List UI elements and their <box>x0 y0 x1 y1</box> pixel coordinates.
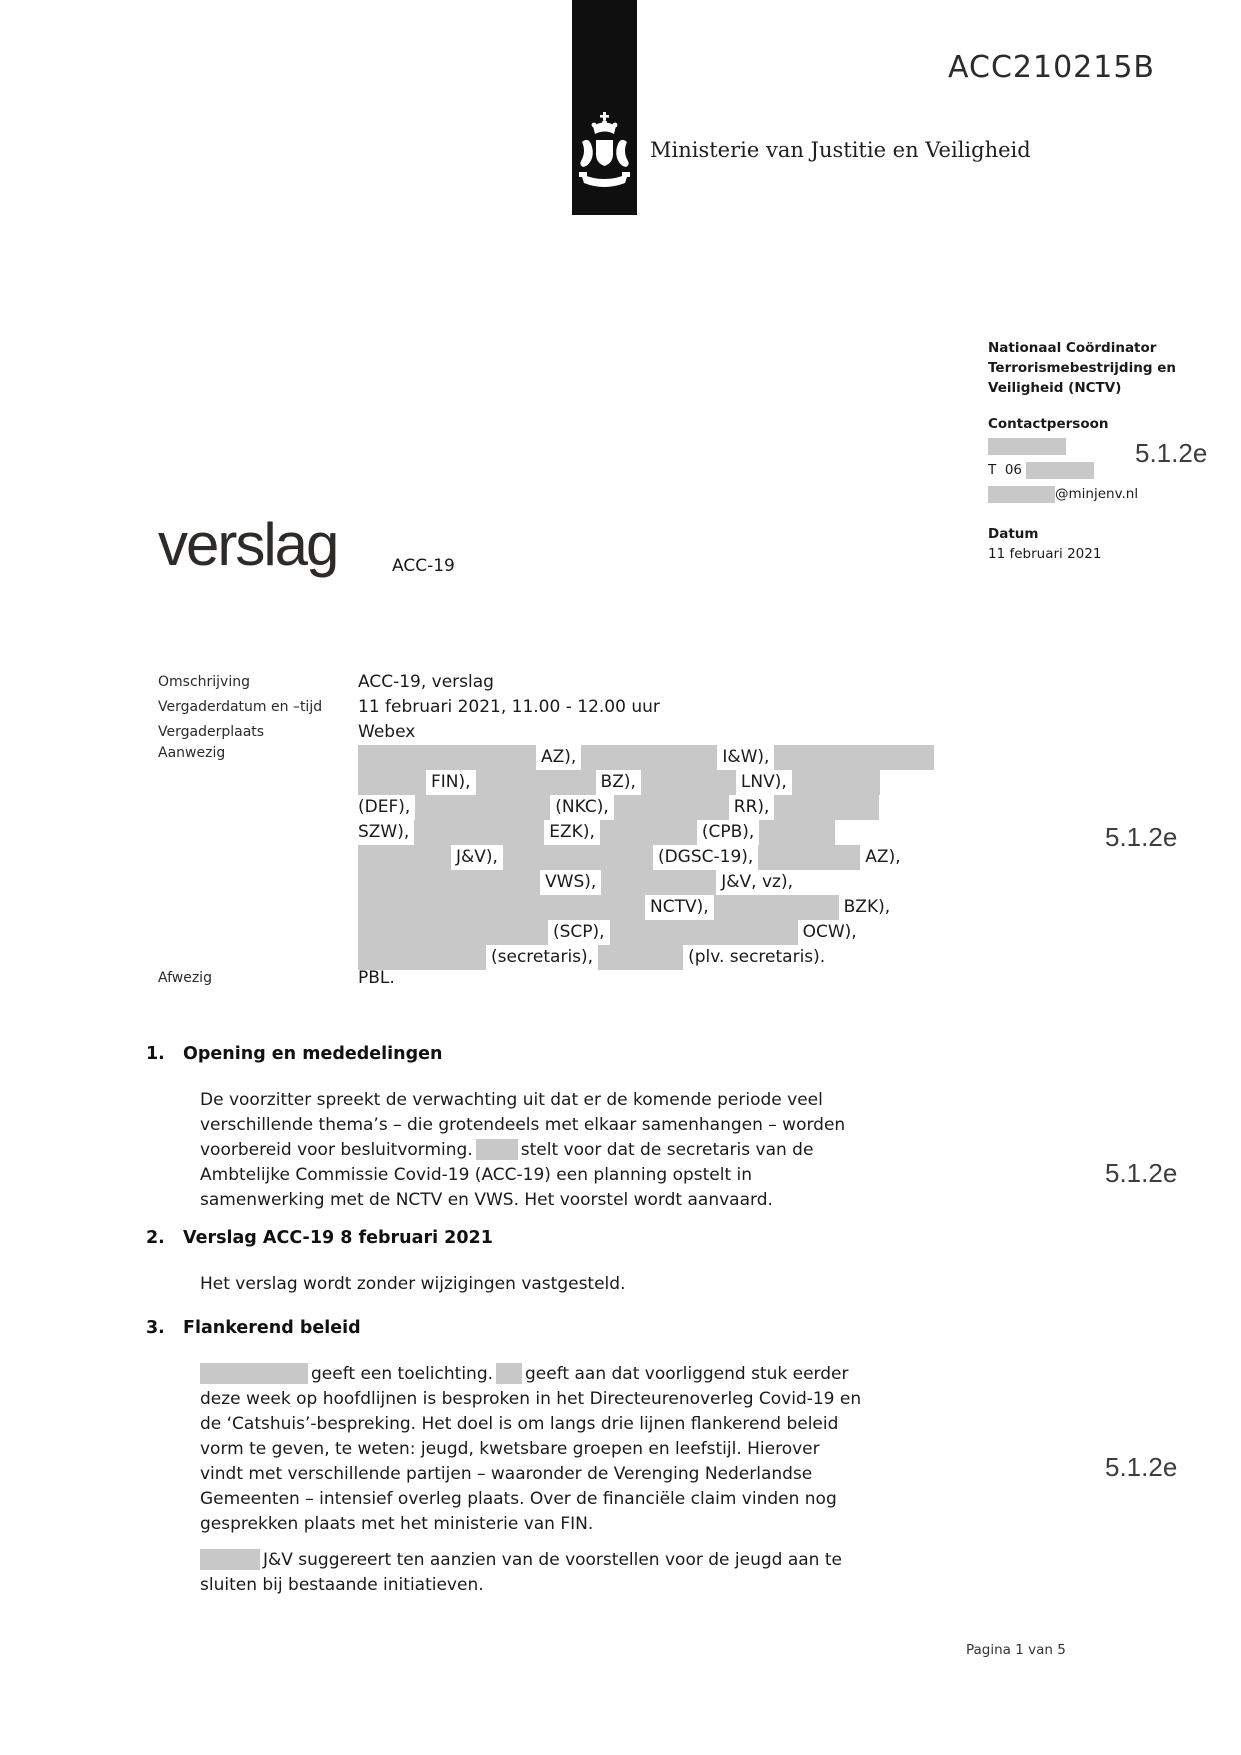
redaction-box <box>358 895 645 920</box>
redaction-code-label: 5.1.2e <box>1105 1158 1178 1188</box>
attendee-dept: RR), <box>729 795 775 820</box>
attendee-dept: OCW), <box>798 920 862 945</box>
redaction-box <box>758 845 860 870</box>
redaction-box <box>774 745 934 770</box>
body-line <box>200 1362 880 1387</box>
redaction-box <box>598 945 683 970</box>
redaction-code-label: 5.1.2e <box>1135 438 1208 468</box>
redaction-code-label: 5.1.2e <box>1105 1452 1178 1482</box>
redaction-box <box>581 745 717 770</box>
page-subtitle: ACC-19 <box>392 556 455 576</box>
section-heading <box>146 1044 886 1064</box>
attendee-dept: J&V, vz), <box>716 870 798 895</box>
body-line: sluiten bij bestaande initiatieven. <box>200 1575 484 1595</box>
body-line: vorm te geven, te weten: jeugd, kwetsbare groepen en leefstijl. Hierover <box>200 1439 820 1459</box>
redaction-box <box>988 438 1066 455</box>
section-heading <box>146 1228 886 1248</box>
meeting-meta <box>158 670 958 745</box>
redaction-box <box>415 795 550 820</box>
section-number: 2. <box>146 1228 165 1248</box>
redaction-box <box>358 870 540 895</box>
body-text: geeft een toelichting. <box>311 1364 494 1384</box>
page-number: Pagina 1 van 5 <box>966 1642 1066 1658</box>
body-text: geeft aan dat voorliggend stuk eerder <box>525 1364 849 1384</box>
body-line: samenwerking met de NCTV en VWS. Het voorstel wordt aanvaard. <box>200 1190 773 1210</box>
org-name-line: Terrorismebestrijding en <box>988 360 1176 376</box>
attendee-dept: AZ), <box>860 845 905 870</box>
redaction-box <box>774 795 879 820</box>
phone-prefix: T <box>988 462 997 478</box>
body-text: voorbereid voor besluitvorming. <box>200 1140 473 1160</box>
body-line: Gemeenten – intensief overleg plaats. Over de financiële claim vinden nog <box>200 1489 837 1509</box>
coat-of-arms-icon <box>579 112 630 204</box>
body-text: J&V suggereert ten aanzien van de voorstellen voor de jeugd aan te <box>263 1550 842 1570</box>
redaction-box <box>358 745 536 770</box>
body-line: gesprekken plaats met het ministerie van FIN. <box>200 1514 594 1534</box>
page-title: verslag <box>158 511 338 578</box>
email-suffix: @minjenv.nl <box>1055 486 1139 502</box>
section-body <box>200 1548 880 1598</box>
redaction-box <box>414 820 544 845</box>
attendee-dept: J&V), <box>451 845 503 870</box>
redaction-box <box>358 920 548 945</box>
body-line: Ambtelijke Commissie Covid-19 (ACC-19) een planning opstelt in <box>200 1165 753 1185</box>
section-title: Flankerend beleid <box>183 1318 361 1338</box>
meta-label: Vergaderdatum en –tijd <box>158 699 323 715</box>
redaction-box <box>358 770 426 795</box>
body-line: De voorzitter spreekt de verwachting uit dat er de komende periode veel <box>200 1090 823 1110</box>
attendance-list <box>358 745 958 970</box>
attendee-role: (plv. secretaris). <box>683 945 830 970</box>
redaction-box <box>600 820 697 845</box>
section-body <box>200 1362 880 1537</box>
absent-label: Afwezig <box>158 970 212 986</box>
body-line: Het verslag wordt zonder wijzigingen vastgesteld. <box>200 1274 626 1294</box>
redaction-box <box>496 1363 522 1384</box>
section-title: Verslag ACC-19 8 februari 2021 <box>183 1228 493 1248</box>
section-number: 1. <box>146 1044 165 1064</box>
meta-value: 11 februari 2021, 11.00 - 12.00 uur <box>358 697 660 717</box>
date-label: Datum <box>988 526 1039 542</box>
redaction-box <box>358 945 486 970</box>
attendance-line <box>358 895 958 920</box>
attendee-dept: I&W), <box>717 745 774 770</box>
redaction-box <box>503 845 653 870</box>
redaction-box <box>476 770 596 795</box>
date-value: 11 februari 2021 <box>988 546 1102 562</box>
redaction-box <box>476 1139 518 1160</box>
redaction-box <box>601 870 716 895</box>
body-line: vindt met verschillende partijen – waaronder de Verenging Nederlandse <box>200 1464 813 1484</box>
attendance-line <box>358 870 958 895</box>
attendance-label: Aanwezig <box>158 745 226 761</box>
attendee-dept: (SCP), <box>548 920 610 945</box>
attendee-dept: (DEF), <box>358 795 415 820</box>
contact-email-row <box>988 482 1218 506</box>
body-text: stelt voor dat de secretaris van de <box>520 1140 814 1160</box>
section-number: 3. <box>146 1318 165 1338</box>
attendance-line <box>358 820 958 845</box>
document-reference: ACC210215B <box>948 50 1155 85</box>
attendee-dept: SZW), <box>358 820 414 845</box>
section-heading <box>146 1318 886 1338</box>
attendee-dept: NCTV), <box>645 895 714 920</box>
body-line <box>200 1138 880 1163</box>
attendee-dept: BZK), <box>839 895 896 920</box>
attendance-line <box>358 845 958 870</box>
redaction-box <box>614 795 729 820</box>
attendee-dept: BZ), <box>596 770 641 795</box>
ministry-name: Ministerie van Justitie en Veiligheid <box>650 138 1031 162</box>
rijksoverheid-logo-bar <box>572 0 637 215</box>
contact-person-label: Contactpersoon <box>988 416 1109 432</box>
redaction-box <box>641 770 736 795</box>
attendee-dept: LNV), <box>736 770 792 795</box>
redaction-code-label: 5.1.2e <box>1105 822 1178 852</box>
absent-value: PBL. <box>358 968 395 988</box>
body-line: verschillende thema’s – die grotendeels met elkaar samenhangen – worden <box>200 1115 846 1135</box>
attendance-line <box>358 795 958 820</box>
attendee-dept: AZ), <box>536 745 581 770</box>
meta-row <box>158 695 958 720</box>
redaction-box <box>200 1363 308 1384</box>
section-title: Opening en mededelingen <box>183 1044 443 1064</box>
attendance-line <box>358 945 958 970</box>
attendance-line <box>358 770 958 795</box>
body-line <box>200 1548 880 1573</box>
meta-row <box>158 720 958 745</box>
redaction-box <box>988 486 1055 503</box>
redaction-box <box>610 920 798 945</box>
meta-label: Omschrijving <box>158 674 250 690</box>
meta-label: Vergaderplaats <box>158 724 265 740</box>
body-line: deze week op hoofdlijnen is besproken in het Directeurenoverleg Covid-19 en <box>200 1389 862 1409</box>
redaction-box <box>358 845 451 870</box>
section-body <box>200 1272 880 1297</box>
attendee-dept: (NKC), <box>550 795 613 820</box>
attendee-dept: FIN), <box>426 770 476 795</box>
org-name-line: Nationaal Coördinator <box>988 340 1157 356</box>
section-body <box>200 1088 880 1213</box>
org-name-line: Veiligheid (NCTV) <box>988 380 1122 396</box>
redaction-box <box>714 895 839 920</box>
attendee-dept: (CPB), <box>697 820 759 845</box>
attendee-dept: (DGSC-19), <box>653 845 758 870</box>
body-line: de ‘Catshuis’-bespreking. Het doel is om langs drie lijnen flankerend beleid <box>200 1414 839 1434</box>
attendee-dept: EZK), <box>544 820 600 845</box>
attendance-line <box>358 920 958 945</box>
meta-row <box>158 670 958 695</box>
meta-value: Webex <box>358 722 416 742</box>
phone-visible-digits: 06 <box>1004 462 1023 478</box>
redaction-box <box>759 820 835 845</box>
meta-value: ACC-19, verslag <box>358 672 494 692</box>
redaction-box <box>200 1549 260 1570</box>
redaction-box <box>792 770 880 795</box>
attendee-role: (secretaris), <box>486 945 598 970</box>
attendance-line <box>358 745 958 770</box>
attendee-dept: VWS), <box>540 870 601 895</box>
redaction-box <box>1026 462 1094 479</box>
